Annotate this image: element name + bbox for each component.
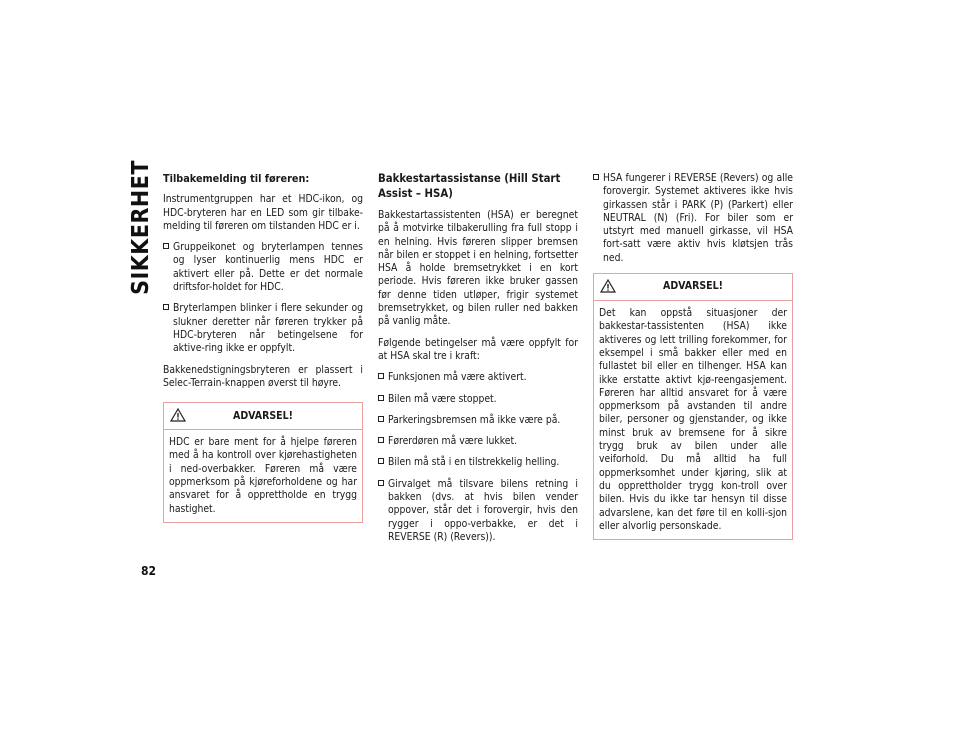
list-item: Parkeringsbremsen må ikke være på. xyxy=(378,414,578,427)
list-item: Girvalget må tilsvare bilens retning i bakken (dvs. at hvis bilen vender oppover, står det i forovergir, hvis den rygger i oppo-verbakke, er det i REVERSE (R) (Revers)). xyxy=(378,478,578,544)
warning-box-hsa xyxy=(593,273,793,540)
column-2 xyxy=(378,172,578,552)
hsa-heading: Bakkestartassistanse (Hill Start Assist – HSA) xyxy=(378,172,561,200)
hsa-criteria-list xyxy=(378,371,578,544)
bullet-box-icon xyxy=(378,437,384,443)
list-item: Funksjonen må være aktivert. xyxy=(378,371,578,384)
list-item: Bilen må være stoppet. xyxy=(378,393,578,406)
list-item: HSA fungerer i REVERSE (Revers) og alle forovergir. Systemet aktiveres ikke hvis girkassen står i PARK (P) (Parkert) eller NEUTRAL (N) (Fri). For biler som er utstyrt med manuell girkasse, vil HSA fort-satt være aktiv hvis kløtsjen trås ned. xyxy=(593,172,793,265)
feedback-list xyxy=(163,241,363,355)
list-item: Bilen må stå i en tilstrekkelig helling. xyxy=(378,456,578,469)
feedback-heading: Tilbakemelding til føreren: xyxy=(163,172,310,185)
feedback-intro: Instrumentgruppen har et HDC-ikon, og HDC-bryteren har en LED som gir tilbake-melding til føreren om tilstanden HDC er i. xyxy=(163,193,363,232)
column-3 xyxy=(593,172,793,540)
warning-triangle-icon xyxy=(170,408,186,422)
warning-box-hdc xyxy=(163,402,363,523)
switch-location-text: Bakkenedstigningsbryteren er plassert i Selec-Terrain-knappen øverst til høyre. xyxy=(163,363,363,389)
page-number: 82 xyxy=(141,564,157,578)
warning-body: HDC er bare ment for å hjelpe føreren med å ha kontroll over kjørehastigheten i ned-overbakker. Føreren må være oppmerksom på kjøreforholdene og har ansvaret for å opprettholde en trygg hastighet. xyxy=(169,436,357,515)
section-tab: SIKKERHET xyxy=(128,160,154,295)
hsa-criteria-intro: Følgende betingelser må være oppfylt for at HSA skal tre i kraft: xyxy=(378,336,578,362)
bullet-box-icon xyxy=(378,458,384,464)
warning-header xyxy=(164,403,362,430)
warning-triangle-icon xyxy=(600,279,616,293)
bullet-box-icon xyxy=(378,480,384,486)
warning-title: ADVARSEL! xyxy=(663,280,723,293)
column-1 xyxy=(163,172,363,523)
bullet-box-icon xyxy=(163,243,169,249)
warning-header xyxy=(594,274,792,301)
bullet-box-icon xyxy=(378,416,384,422)
bullet-box-icon xyxy=(163,304,169,310)
hsa-intro: Bakkestartassistenten (HSA) er beregnet på å motvirke tilbakerulling fra full stopp i en helning. Hvis føreren slipper bremsen når bilen er stoppet i en helning, fortsetter HSA å holde bremsetrykket i en kort periode. Hvis føreren ikke bruker gassen før denne tiden utløper, frigir systemet bremsetrykket, og bilen ruller ned bakken på vanlig måte. xyxy=(378,209,578,328)
list-item: Bryterlampen blinker i flere sekunder og slukner deretter når føreren trykker på HDC-bryteren når betingelsene for aktive-ring ikke er oppfylt. xyxy=(163,302,363,355)
bullet-box-icon xyxy=(593,174,599,180)
bullet-box-icon xyxy=(378,373,384,379)
warning-body: Det kan oppstå situasjoner der bakkestar-tassistenten (HSA) ikke aktiveres og lett trilling forekommer, for eksempel i små bakker eller med en fullastet bil eller en tilhenger. HSA kan ikke erstatte aktivt kjø-reengasjement. Føreren har alltid ansvaret for å være oppmerksom på avstanden til andre biler, personer og gjenstander, og ikke minst bruk av bremsene for å sikre trygg bruk av bilen under alle veiforhold. Du må alltid ha full oppmerksomhet under kjøring, slik at du opprettholder trygg kon-troll over bilen. Hvis du ikke tar hensyn til disse advarslene, kan det føre til en kolli-sjon eller alvorlig personskade. xyxy=(599,307,787,532)
list-item: Førerdøren må være lukket. xyxy=(378,435,578,448)
warning-title: ADVARSEL! xyxy=(233,409,293,422)
bullet-box-icon xyxy=(378,395,384,401)
hsa-gear-list xyxy=(593,172,793,265)
list-item: Gruppeikonet og bryterlampen tennes og lyser kontinuerlig mens HDC er aktivert eller på. Dette er det normale driftsfor-holdet for HDC. xyxy=(163,241,363,294)
